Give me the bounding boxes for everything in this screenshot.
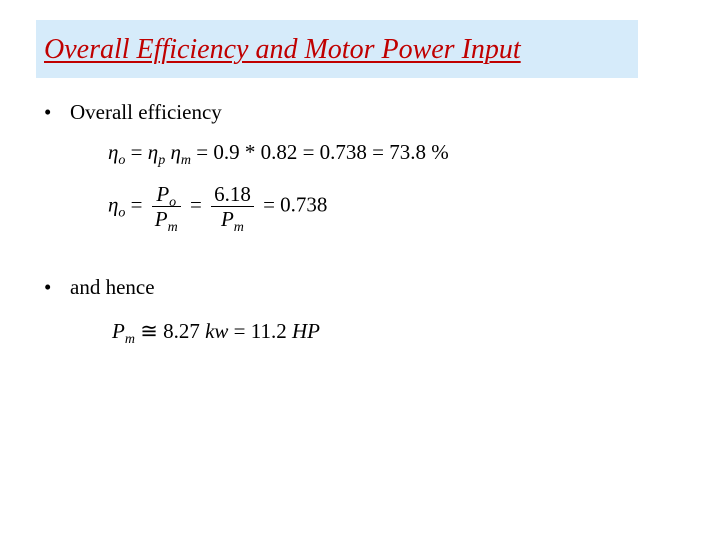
bullet-and-hence [44, 274, 155, 300]
equation-efficiency-ratio: $\eta_o$ = $\frac{P_o}{P_m}$ = $\frac{6.18}{P_m}$ = 0.738 [108, 182, 328, 235]
slide-title: Overall Efficiency and Motor Power Input [44, 34, 521, 65]
approx-equal-symbol: ≅ [140, 319, 158, 343]
bullet-overall-efficiency [44, 99, 222, 125]
fraction-618-pm: $\frac{6.18}{P_m}$ [211, 182, 254, 231]
equation-motor-power: $P_m$ ≅ 8.27 kw = 11.2 HP [112, 319, 320, 347]
eta-symbol: η [108, 140, 119, 164]
equation-efficiency-product: $\eta_o = \eta_p$ $\eta_m = 0.9 * 0.82 = 0.738 = 73.8$ % [108, 140, 449, 168]
title-bar [36, 20, 638, 78]
bullet-text: and hence [70, 275, 155, 299]
bullet-dot: • [44, 275, 52, 299]
equation-result: 0.9 * 0.82 = 0.738 = 73.8 % [213, 140, 449, 164]
bullet-text: Overall efficiency [70, 100, 222, 124]
fraction-po-pm: $\frac{P_o}{P_m}$ [152, 182, 181, 231]
equation-result: = 0.738 [263, 192, 328, 217]
bullet-dot: • [44, 100, 52, 124]
